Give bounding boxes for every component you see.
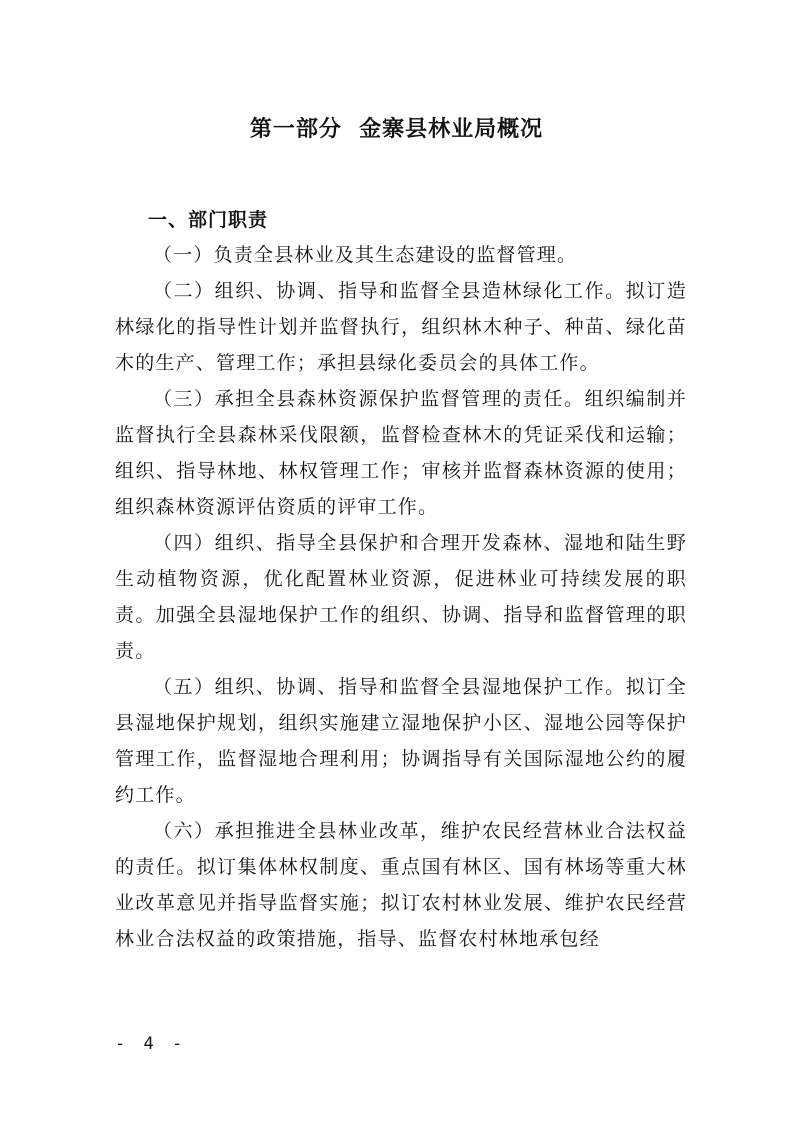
body-text (115, 237, 687, 957)
page-number: - 4 - (115, 1034, 187, 1054)
paragraph-6: （六）承担推进全县林业改革，维护农民经营林业合法权益的责任。拟订集体林权制度、重点国有林区、国有林场等重大林业改革意见并指导监督实施；拟订农村林业发展、维护农民经营林业合法权益的政策措施，指导、监督农村林地承包经 (115, 820, 687, 950)
paragraph-5: （五）组织、协调、指导和监督全县湿地保护工作。拟订全县湿地保护规划，组织实施建立湿地保护小区、湿地公园等保护管理工作，监督湿地合理利用；协调指导有关国际湿地公约的履约工作。 (115, 676, 687, 806)
paragraph-3: （三）承担全县森林资源保护监督管理的责任。组织编制并监督执行全县森林采伐限额，监督检查林木的凭证采伐和运输；组织、指导林地、林权管理工作；审核并监督森林资源的使用；组织森林资源评估资质的评审工作。 (115, 388, 687, 518)
paragraph-4: （四）组织、指导全县保护和合理开发森林、湿地和陆生野生动植物资源，优化配置林业资源，促进林业可持续发展的职责。加强全县湿地保护工作的组织、协调、指导和监督管理的职责。 (115, 532, 687, 662)
section-heading: 一、部门职责 (148, 209, 269, 231)
page-title: 第一部分 金寨县林业局概况 (249, 117, 544, 142)
paragraph-1: （一）负责全县林业及其生态建设的监督管理。 (153, 244, 578, 266)
paragraph-2: （二）组织、协调、指导和监督全县造林绿化工作。拟订造林绿化的指导性计划并监督执行，组织林木种子、种苗、绿化苗木的生产、管理工作；承担县绿化委员会的具体工作。 (115, 280, 687, 374)
